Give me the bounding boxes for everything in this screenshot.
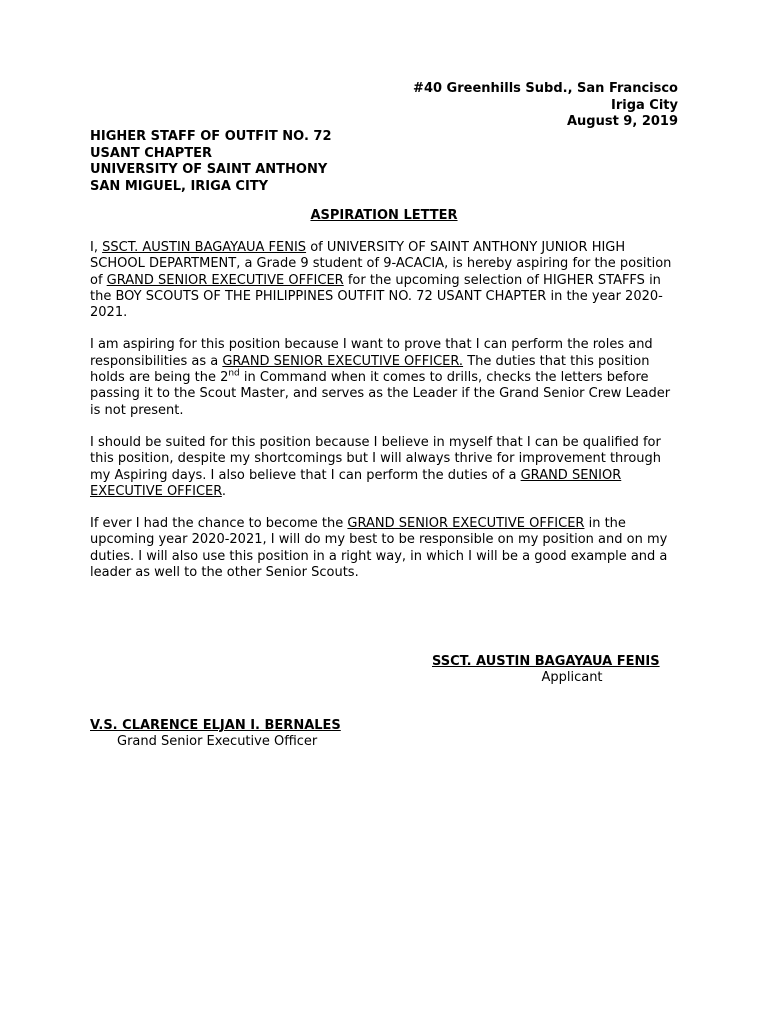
paragraph-1 [90,240,680,321]
sender-address-line2: Iriga City [611,97,678,113]
p2-text-3: in Command when it comes to drills, checks the letters before passing it to the Scout Master, and serves as the Leader if the Grand Senior Crew Leader is not present. [90,370,671,418]
recipient-line2: USANT CHAPTER [90,145,213,161]
p4-text-2: in the upcoming year 2020-2021, I will do my best to be responsible on my position and on my duties. I will also use this position in a right way, in which I will be a good example and a leader as well to the other Senior Scouts. [90,516,668,581]
officer-role: Grand Senior Executive Officer [117,734,318,750]
p1-text-3: for the upcoming selection of HIGHER STAFFS in the BOY SCOUTS OF THE PHILIPPINES OUTFIT NO. 72 USANT CHAPTER in the year 2020-2021. [90,272,663,321]
sender-address-line1: #40 Greenhills Subd., San Francisco [413,81,678,96]
officer-name: V.S. CLARENCE ELJAN I. BERNALES [90,718,341,733]
letter-date: August 9, 2019 [566,114,678,129]
officer-signature-block [90,718,390,751]
p4-text-1: If ever I had the chance to become the [90,516,348,532]
letter-body [90,240,680,597]
recipient-line4: SAN MIGUEL, IRIGA CITY [90,178,269,194]
p1-text-1: I, [90,240,103,255]
p3-text-2: . [221,483,226,499]
paragraph-3 [90,435,680,500]
letter-subject: ASPIRATION LETTER [310,208,458,223]
p2-text-2: The duties that this position holds are being the 2 [90,353,650,386]
recipient-line1: HIGHER STAFF OF OUTFIT NO. 72 [90,129,332,144]
p1-position: GRAND SENIOR EXECUTIVE OFFICER [106,272,344,288]
p2-position: GRAND SENIOR EXECUTIVE OFFICER. [222,353,464,369]
p3-text-1: I should be suited for this position because I believe in myself that I can be qualified for this position, despite my shortcomings but I will always thrive for improvement through my Aspiring days. I also believe that I can perform the duties of a [90,434,662,483]
recipient-block [90,129,332,195]
p2-text-1: I am aspiring for this position because I want to prove that I can perform the roles and responsibilities as a [90,337,653,369]
paragraph-2 [90,337,680,418]
paragraph-4 [90,516,680,581]
applicant-name: SSCT. AUSTIN BAGAYAUA FENIS [432,654,660,669]
recipient-line3: UNIVERSITY OF SAINT ANTHONY [90,162,328,177]
sender-address [413,81,678,131]
p1-text-2: of UNIVERSITY OF SAINT ANTHONY JUNIOR HIGH SCHOOL DEPARTMENT, a Grade 9 student of 9-ACACIA, is hereby aspiring for the position of [90,240,672,288]
p4-position: GRAND SENIOR EXECUTIVE OFFICER [347,516,585,532]
p2-superscript: nd [228,368,240,379]
p3-position: GRAND SENIOR EXECUTIVE OFFICER [90,467,622,499]
applicant-role: Applicant [541,670,603,686]
p1-applicant-name: SSCT. AUSTIN BAGAYAUA FENIS [102,240,307,255]
applicant-signature-block [432,654,682,687]
